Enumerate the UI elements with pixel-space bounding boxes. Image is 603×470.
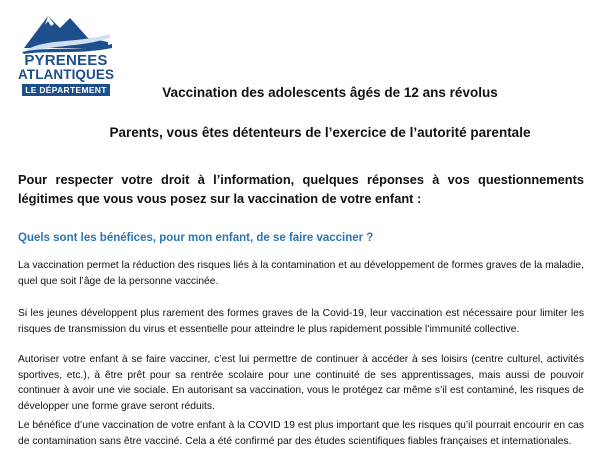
section-question: Quels sont les bénéfices, pour mon enfant, de se faire vacciner ? bbox=[18, 232, 374, 244]
logo-text-atlantiques: ATLANTIQUES bbox=[18, 67, 115, 82]
document-subtitle: Parents, vous êtes détenteurs de l’exercice de l’autorité parentale bbox=[109, 125, 531, 140]
paragraph: Le bénéfice d’une vaccination de votre enfant à la COVID 19 est plus important que les risques qu’il pourrait encourir en cas de contamination sans être vacciné. Cela a été confirmé par des études scientifiques fiables françaises et internationales. bbox=[18, 420, 584, 447]
mountain-wave-icon bbox=[18, 8, 114, 54]
paragraph: La vaccination permet la réduction des risques liés à la contamination et au développement de formes graves de la maladie, quel que soit l’âge de la personne vaccinée. bbox=[18, 260, 584, 287]
department-logo bbox=[18, 8, 114, 100]
logo-text-pyrenees: PYRENEES bbox=[24, 52, 108, 69]
paragraph: Si les jeunes développent plus rarement des formes graves de la Covid-19, leur vaccination est nécessaire pour limiter les risques de transmission du virus et essentielle pour atteindre le plus rapidement possible l’immunité collective. bbox=[18, 308, 584, 335]
intro-paragraph: Pour respecter votre droit à l’information, quelques réponses à vos questionnements légitimes que vous vous posez sur la vaccination de votre enfant : bbox=[18, 172, 584, 206]
document-title: Vaccination des adolescents âgés de 12 ans révolus bbox=[162, 85, 498, 100]
paragraph: Autoriser votre enfant à se faire vacciner, c’est lui permettre de continuer à accéder à ses loisirs (centre culturel, activités sportives, etc.), à être prêt pour sa rentrée scolaire pour une continuité de ses apprentissages, mais aussi de pouvoir continuer à avoir une vie sociale. En autorisant sa vaccination, vous le protégez car même s’il est contaminé, les risques de développer une forme grave seront réduits. bbox=[18, 354, 584, 412]
logo-band-departement: LE DÉPARTEMENT bbox=[22, 84, 110, 96]
